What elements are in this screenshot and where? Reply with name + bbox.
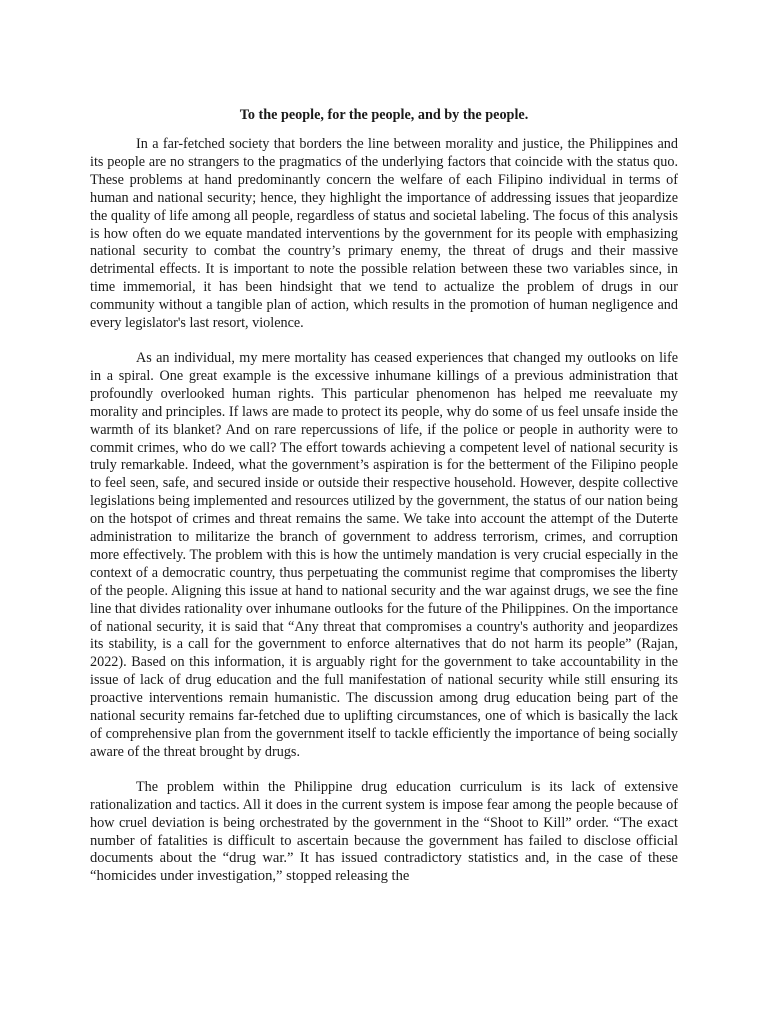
paragraph-3-quote: “The exact number of fatalities is difficult to ascertain because the government has failed to disclose official documents about the “drug war.” It has issued contradictory statistics and, in the case of these “homicides under investigation,” stopped releasing the (90, 814, 678, 885)
document-title: To the people, for the people, and by the people. (239, 107, 529, 123)
paragraph-1: In a far-fetched society that borders the line between morality and justice, the Philippines and its people are no strangers to the pragmatics of the underlying factors that coincide with the status quo. These problems at hand predominantly concern the welfare of each Filipino individual in terms of human and national security; hence, they highlight the importance of addressing issues that jeopardize the quality of life among all people, regardless of status and societal labeling. The focus of this analysis is how often do we equate mandated interventions by the government for its people with emphasizing national security to combat the country’s primary enemy, the threat of drugs and their massive detrimental effects. It is important to note the possible relation between these two variables since, in time immemorial, it has been hindsight that we tend to actualize the problem of drugs in our community without a tangible plan of action, which results in the promotion of human negligence and every legislator's last resort, violence. (90, 136, 678, 332)
paragraph-3 (90, 779, 678, 886)
paragraph-3-text: The problem within the Philippine drug education curriculum is its lack of extensive rationalization and tactics. All it does in the current system is impose fear among the people because of how cruel deviation is being orchestrated by the government in the “Shoot to Kill” order. (90, 778, 678, 831)
paragraph-2: As an individual, my mere mortality has ceased experiences that changed my outlooks on life in a spiral. One great example is the excessive inhumane killings of a previous administration that profoundly overlooked human rights. This particular phenomenon has helped me reevaluate my morality and principles. If laws are made to protect its people, why do some of us feel unsafe inside the warmth of its blanket? And on rare repercussions of life, if the police or people in authority were to commit crimes, who do we call? The effort towards achieving a competent level of national security is truly remarkable. Indeed, what the government’s aspiration is for the betterment of the Filipino people to feel seen, safe, and secured inside or outside their respective household. However, despite collective legislations being implemented and resources utilized by the government, the status of our nation being on the hotspot of crimes and threat remains the same. We take into account the attempt of the Duterte administration to militarize the branch of government to address terrorism, crimes, and corruption more effectively. The problem with this is how the untimely mandation is very crucial especially in the context of a democratic country, thus perpetuating the communist regime that compromises the liberty of the people. Aligning this issue at hand to national security and the war against drugs, we see the fine line that divides rationality over inhumane outlooks for the future of the Philippines. On the importance of national security, it is said that “Any threat that compromises a country's authority and jeopardizes its stability, is a call for the government to enforce alternatives that do not harm its people” (Rajan, 2022). Based on this information, it is arguably right for the government to take accountability in the issue of lack of drug education and the full manifestation of national security while still ensuring its proactive interventions remain humanistic. The discussion among drug education being part of the national security remains far-fetched due to uplifting circumstances, one of which is basically the lack of comprehensive plan from the government itself to tackle efficiently the importance of being socially aware of the threat brought by drugs. (90, 349, 678, 760)
